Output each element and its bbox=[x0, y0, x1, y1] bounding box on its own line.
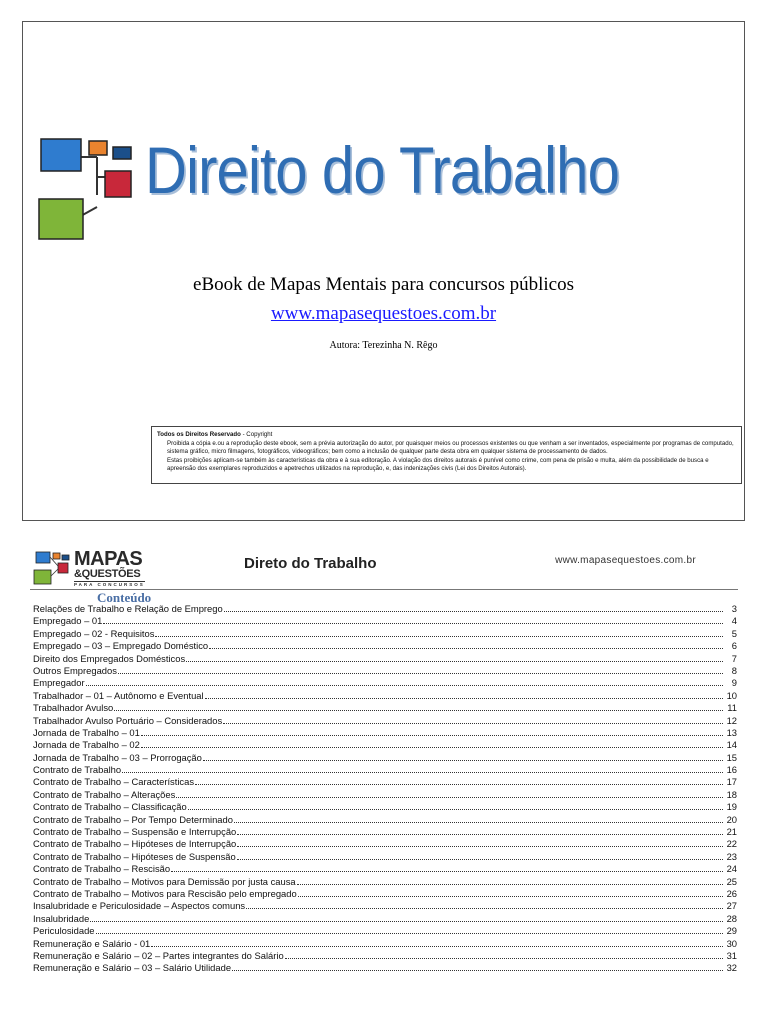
toc-entry-label: Insalubridade bbox=[33, 912, 90, 924]
toc-entry-label: Insalubridade e Periculosidade – Aspectos comuns bbox=[33, 900, 246, 912]
toc-entry[interactable] bbox=[33, 628, 737, 640]
toc-dot-leader bbox=[246, 908, 723, 909]
toc-entry-page: 24 bbox=[726, 863, 737, 875]
toc-entry-label: Trabalhador Avulso bbox=[33, 702, 114, 714]
toc-entry[interactable] bbox=[33, 752, 737, 764]
toc-dot-leader bbox=[188, 809, 723, 810]
toc-entry-label: Contrato de Trabalho – Alterações bbox=[33, 788, 176, 800]
toc-dot-leader bbox=[237, 846, 723, 847]
copyright-paragraph-1: Proibida a cópia e.ou a reprodução deste ebook, sem a prévia autorização do autor, por quaisquer meios ou processos existentes ou que venham a ser inventados, especialmente por programas de computado, sistema gráfico, micro filmagens, fotográficos, videográficos; bem como a inclusão de qualquer parte desta obra em qualquer sistema de processamento de dados. bbox=[167, 439, 734, 456]
header-website[interactable]: www.mapasequestoes.com.br bbox=[555, 555, 696, 566]
toc-dot-leader bbox=[298, 896, 723, 897]
toc-entry-label: Empregador bbox=[33, 677, 85, 689]
toc-entry-page: 19 bbox=[726, 801, 737, 813]
toc-dot-leader bbox=[90, 921, 723, 922]
toc-entry-page: 26 bbox=[726, 887, 737, 899]
toc-entry-page: 21 bbox=[726, 826, 737, 838]
toc-entry-label: Outros Empregados bbox=[33, 664, 117, 676]
toc-entry-page: 15 bbox=[726, 751, 737, 763]
toc-entry[interactable] bbox=[33, 900, 737, 912]
toc-entry-label: Contrato de Trabalho – Hipóteses de Interrupção bbox=[33, 838, 237, 850]
toc-entry[interactable] bbox=[33, 863, 737, 875]
toc-entry-label: Empregado – 02 - Requisitos bbox=[33, 627, 155, 639]
toc-dot-leader bbox=[237, 859, 723, 860]
toc-entry-label: Remuneração e Salário – 02 – Partes integrantes do Salário bbox=[33, 949, 284, 961]
document-title: Direto do Trabalho bbox=[244, 555, 377, 572]
toc-entry[interactable] bbox=[33, 913, 737, 925]
toc-entry-label: Trabalhador Avulso Portuário – Considerados bbox=[33, 714, 223, 726]
toc-entry-label: Direito dos Empregados Domésticos bbox=[33, 652, 186, 664]
toc-dot-leader bbox=[203, 760, 723, 761]
toc-entry-page: 31 bbox=[726, 949, 737, 961]
toc-entry-label: Periculosidade bbox=[33, 925, 95, 937]
toc-dot-leader bbox=[205, 698, 723, 699]
toc-entry-page: 17 bbox=[726, 776, 737, 788]
toc-dot-leader bbox=[232, 970, 723, 971]
toc-entry-label: Jornada de Trabalho – 01 bbox=[33, 726, 140, 738]
toc-entry[interactable] bbox=[33, 950, 737, 962]
toc-dot-leader bbox=[297, 884, 723, 885]
toc-entry-page: 29 bbox=[726, 925, 737, 937]
toc-entry[interactable] bbox=[33, 801, 737, 813]
copyright-paragraph-2: Estas proibições aplicam-se também às características da obra e à sua editoração. A violação dos direitos autorais é punível como crime, com pena de prisão e multa, além da possibilidade de busca e apreensão dos exemplares reproduzidos e apetrechos utilizados na reprodução, e, das indenizações civis (Lei dos Direitos Autorais). bbox=[167, 456, 709, 473]
toc-entry-page: 8 bbox=[731, 664, 737, 676]
toc-entry[interactable] bbox=[33, 776, 737, 788]
toc-entry-label: Contrato de Trabalho – Motivos para Demissão por justa causa bbox=[33, 875, 296, 887]
toc-entry-page: 32 bbox=[726, 962, 737, 974]
toc-entry-label: Trabalhador – 01 – Autônomo e Eventual bbox=[33, 689, 204, 701]
toc-entry-label: Jornada de Trabalho – 02 bbox=[33, 739, 140, 751]
toc-dot-leader bbox=[209, 648, 723, 649]
toc-entry[interactable] bbox=[33, 690, 737, 702]
toc-entry[interactable] bbox=[33, 888, 737, 900]
toc-entry-page: 22 bbox=[726, 838, 737, 850]
toc-entry[interactable] bbox=[33, 814, 737, 826]
toc-page-header bbox=[30, 545, 738, 593]
toc-entry-page: 18 bbox=[726, 788, 737, 800]
toc-entry-label: Contrato de Trabalho bbox=[33, 764, 122, 776]
toc-entry-label: Empregado – 03 – Empregado Doméstico bbox=[33, 640, 209, 652]
toc-entry-label: Contrato de Trabalho – Características bbox=[33, 776, 195, 788]
toc-dot-leader bbox=[186, 661, 723, 662]
toc-entry-page: 5 bbox=[731, 627, 737, 639]
toc-entry-page: 12 bbox=[726, 714, 737, 726]
toc-dot-leader bbox=[118, 673, 723, 674]
toc-entry-page: 11 bbox=[727, 702, 737, 714]
toc-entry[interactable] bbox=[33, 876, 737, 888]
toc-entry-page: 23 bbox=[726, 850, 737, 862]
toc-entry-page: 9 bbox=[731, 677, 737, 689]
toc-entry[interactable] bbox=[33, 640, 737, 652]
toc-dot-leader bbox=[234, 822, 723, 823]
toc-entry-label: Contrato de Trabalho – Classificação bbox=[33, 801, 187, 813]
toc-entry[interactable] bbox=[33, 826, 737, 838]
toc-entry-label: Contrato de Trabalho – Rescisão bbox=[33, 863, 171, 875]
toc-entry-page: 16 bbox=[726, 764, 737, 776]
toc-entry-page: 4 bbox=[731, 615, 737, 627]
toc-dot-leader bbox=[223, 723, 723, 724]
toc-entry[interactable] bbox=[33, 938, 737, 950]
toc-entry[interactable] bbox=[33, 925, 737, 937]
copyright-notice bbox=[151, 426, 742, 484]
toc-entry-page: 3 bbox=[731, 603, 737, 614]
toc-entry-page: 10 bbox=[726, 689, 737, 701]
toc-entry[interactable] bbox=[33, 653, 737, 665]
toc-entry-label: Empregado – 01 bbox=[33, 615, 103, 627]
toc-dot-leader bbox=[151, 946, 723, 947]
toc-entry-label: Contrato de Trabalho – Motivos para Rescisão pelo empregado bbox=[33, 887, 297, 899]
toc-entry-page: 6 bbox=[731, 640, 737, 652]
toc-entry[interactable] bbox=[33, 665, 737, 677]
website-link[interactable]: www.mapasequestoes.com.br bbox=[270, 303, 497, 324]
toc-dot-leader bbox=[96, 933, 724, 934]
toc-entry[interactable] bbox=[33, 603, 737, 615]
toc-dot-leader bbox=[122, 772, 723, 773]
toc-entry-label: Jornada de Trabalho – 03 – Prorrogação bbox=[33, 751, 202, 763]
toc-entry[interactable] bbox=[33, 838, 737, 850]
cover-subtitle: eBook de Mapas Mentais para concursos públicos bbox=[193, 274, 574, 295]
author-line: Autora: Terezinha N. Rêgo bbox=[329, 340, 438, 351]
toc-dot-leader bbox=[176, 797, 723, 798]
toc-entry[interactable] bbox=[33, 764, 737, 776]
toc-entry[interactable] bbox=[33, 851, 737, 863]
cover-page bbox=[22, 21, 745, 521]
toc-entry[interactable] bbox=[33, 789, 737, 801]
toc-dot-leader bbox=[141, 747, 723, 748]
toc-entry-label: Contrato de Trabalho – Suspensão e Interrupção bbox=[33, 826, 237, 838]
toc-entry-page: 13 bbox=[726, 726, 737, 738]
toc-entry-page: 20 bbox=[726, 813, 737, 825]
toc-entry-label: Relações de Trabalho e Relação de Emprego bbox=[33, 603, 223, 614]
toc-dot-leader bbox=[237, 834, 723, 835]
toc-dot-leader bbox=[141, 735, 723, 736]
toc-entry[interactable] bbox=[33, 677, 737, 689]
toc-dot-leader bbox=[86, 685, 723, 686]
toc-dot-leader bbox=[285, 958, 723, 959]
toc-entry[interactable] bbox=[33, 727, 737, 739]
brand-wordmark: MAPAS &QUESTÕES PARA CONCURSOS bbox=[74, 548, 145, 587]
toc-entry[interactable] bbox=[33, 715, 737, 727]
toc-entry-page: 7 bbox=[731, 652, 737, 664]
toc-entry-label: Contrato de Trabalho – Hipóteses de Suspensão bbox=[33, 850, 236, 862]
toc-entry-page: 14 bbox=[726, 739, 737, 751]
toc-dot-leader bbox=[171, 871, 723, 872]
toc-entry-label: Remuneração e Salário – 03 – Salário Utilidade bbox=[33, 962, 232, 974]
mind-map-logo-icon bbox=[37, 137, 137, 241]
toc-dot-leader bbox=[114, 710, 723, 711]
brand-logo-icon bbox=[33, 551, 71, 585]
toc-entry[interactable] bbox=[33, 702, 737, 714]
toc-dot-leader bbox=[195, 784, 723, 785]
toc-entry[interactable] bbox=[33, 615, 737, 627]
toc-entry[interactable] bbox=[33, 962, 737, 974]
toc-entry[interactable] bbox=[33, 739, 737, 751]
toc-entry-page: 28 bbox=[726, 912, 737, 924]
table-of-contents bbox=[33, 603, 737, 975]
toc-dot-leader bbox=[103, 623, 723, 624]
toc-heading: Conteúdo bbox=[97, 590, 152, 605]
toc-dot-leader bbox=[224, 611, 723, 612]
cover-title: Direito do Trabalho bbox=[145, 133, 620, 207]
toc-entry-page: 25 bbox=[726, 875, 737, 887]
toc-dot-leader bbox=[155, 636, 723, 637]
toc-entry-label: Remuneração e Salário - 01 bbox=[33, 937, 151, 949]
toc-entry-page: 27 bbox=[726, 900, 737, 912]
toc-entry-page: 30 bbox=[726, 937, 737, 949]
copyright-title: Todos os Direitos Reservado - Copyright bbox=[157, 431, 273, 438]
toc-entry-label: Contrato de Trabalho – Por Tempo Determinado bbox=[33, 813, 233, 825]
